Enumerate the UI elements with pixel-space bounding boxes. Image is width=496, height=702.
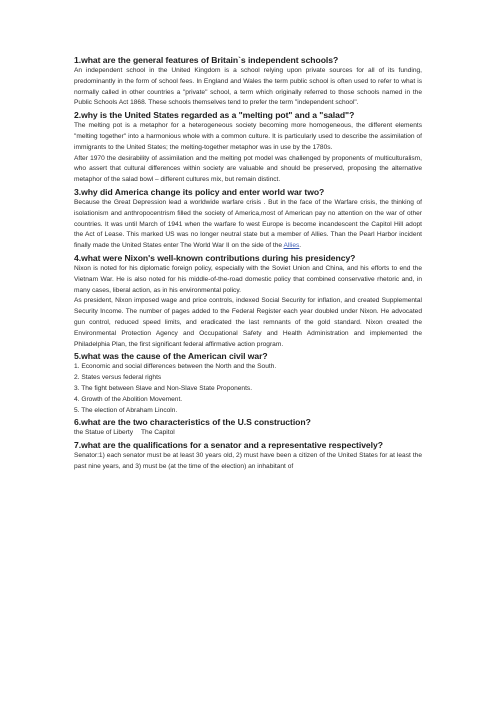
question-1-title: 1.what are the general features of Britain`s independent schools? bbox=[74, 55, 339, 65]
question-2-title: 2.why is the United States regarded as a "melting pot" and a "salad"? bbox=[74, 110, 355, 121]
question-3-answer-text: Because the Great Depression lead a worldwide warfare crisis . But in the face of the Warfare crisis, the thinking of isolationism and anthropocentrism filled the society of America,most of American pay no attention on the war of other countries. It was until March of 1941 when the warfare fo west Europe is become incandescent the Capitol Hill adopt the Act of Lease. This marked US was no longer neutral state but a member of Allies. Than the Pearl Harbor incident finally made the United States enter The World War II on the side of the bbox=[74, 198, 422, 250]
question-2-answer-paragraph-1: The melting pot is a metaphor for a heterogeneous society becoming more homogeneous, the different elements "melting together" into a harmonious whole with a common culture. It is particularly used to describe the assimilation of immigrants to the United States; the melting-together metaphor was in use by the 1780s. bbox=[74, 122, 422, 151]
question-3-answer-end: . bbox=[299, 242, 302, 250]
question-5-title: 5.what was the cause of the American civil war? bbox=[74, 351, 268, 362]
cause-item-3: 3. The fight between Slave and Non-Slave State Proponents. bbox=[74, 384, 253, 392]
document-page bbox=[74, 55, 422, 473]
cause-item-4: 4. Growth of the Abolition Movement. bbox=[74, 395, 183, 403]
question-3-title: 3.why did America change its policy and enter world war two? bbox=[74, 186, 325, 197]
cause-item-2: 2. States versus federal rights bbox=[74, 374, 162, 382]
answer-statue-of-liberty: the Statue of Liberty bbox=[74, 429, 134, 437]
question-4-title: 4.what were Nixon's well-known contributions during his presidency? bbox=[74, 252, 356, 263]
question-2-answer-paragraph-2: After 1970 the desirability of assimilation and the melting pot model was challenged by proponents of multiculturalism, who assert that cultural differences within society are valuable and should be preserved, proposing the alternative metaphor of the salad bowl – different cultures mix, but remain distinct. bbox=[74, 154, 422, 184]
question-3-answer bbox=[74, 198, 422, 252]
cause-item-5: 5. The election of Abraham Lincoln. bbox=[74, 406, 178, 414]
answer-capitol: The Capitol bbox=[141, 429, 175, 437]
question-6-title: 6.what are the two characteristics of the U.S construction? bbox=[74, 417, 311, 428]
allies-link[interactable]: Allies bbox=[283, 242, 300, 250]
question-4-answer-paragraph-1: Nixon is noted for his diplomatic foreign policy, especially with the Soviet Union and China, and his efforts to end the Vietnam War. He is also noted for his middle-of-the-road domestic policy that combined conservative rhetoric and, in many cases, liberal action, as in his environmental policy. bbox=[74, 264, 422, 294]
question-7-title: 7.what are the qualifications for a senator and a representative respectively? bbox=[74, 440, 383, 451]
cause-item-1: 1. Economic and social differences between the North and the South. bbox=[74, 363, 277, 371]
question-1-answer: An independent school in the United Kingdom is a school relying upon private sources for all of its funding, predominantly in the form of school fees. In England and Wales the term public school is often used to refer to what is normally called in other countries a "private" school, a term which originally referred to those schools named in the Public Schools Act 1868. These schools themselves tend to prefer the term "independent school". bbox=[74, 67, 422, 107]
question-4-answer-paragraph-2: As president, Nixon imposed wage and price controls, indexed Social Security for inflation, and created Supplemental Security Income. The number of pages added to the Federal Register each year doubled under Nixon. He advocated gun control, reduced speed limits, and eradicated the last remnants of the gold standard. Nixon created the Environmental Protection Agency and Occupational Safety and Health Administration and implemented the Philadelphia Plan, the first significant federal affirmative action program. bbox=[74, 297, 422, 348]
question-6-answer bbox=[74, 428, 422, 439]
question-7-answer: Senator:1) each senator must be at least 30 years old, 2) must have been a citizen of the United States for at least the past nine years, and 3) must be (at the time of the election) an inhabitant of bbox=[74, 452, 422, 470]
